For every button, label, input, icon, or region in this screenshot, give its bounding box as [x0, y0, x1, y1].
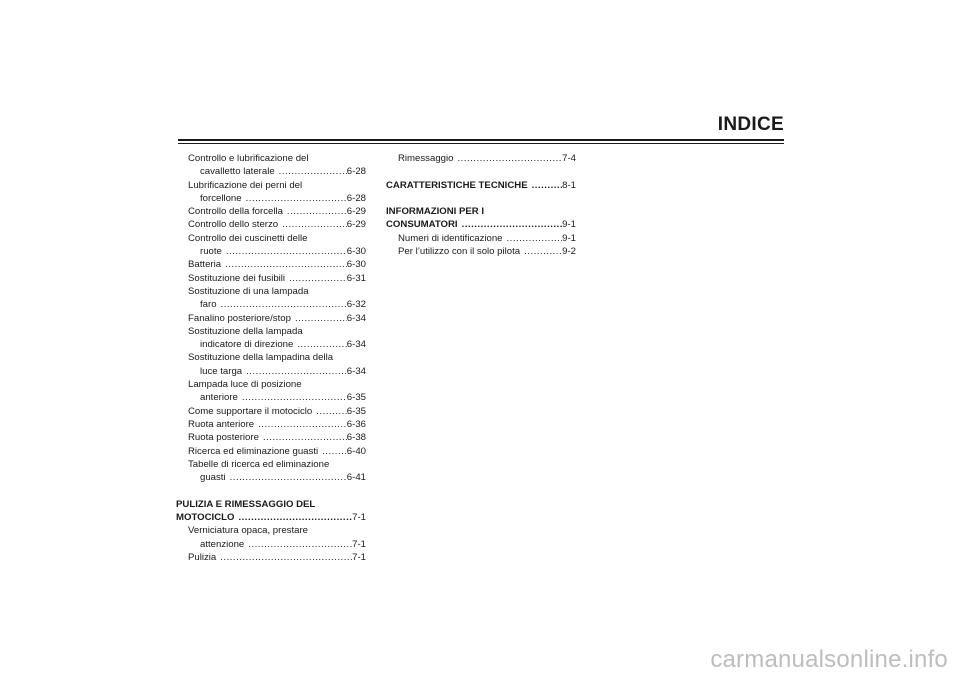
toc-dot-leader	[528, 179, 563, 192]
toc-entry-text: Tabelle di ricerca ed eliminazione	[188, 458, 330, 470]
toc-page-number: 9-1	[562, 232, 576, 244]
toc-dot-leader	[293, 338, 346, 351]
toc-dot-leader	[520, 245, 562, 258]
toc-page-number: 6-35	[346, 392, 366, 404]
toc-entry[interactable]	[176, 152, 366, 165]
toc-entry[interactable]	[176, 218, 366, 231]
toc-entry-text: Controllo dello sterzo	[188, 219, 279, 231]
toc-dot-leader	[242, 192, 347, 205]
toc-entry-text: Numeri di identificazione	[398, 232, 503, 244]
toc-section-heading[interactable]	[386, 218, 576, 231]
page-title: INDICE	[717, 114, 784, 135]
toc-entry-text: Ricerca ed eliminazione guasti	[188, 445, 319, 457]
toc-entry-text: Lampada luce di posizione	[188, 379, 302, 391]
toc-entry[interactable]	[176, 165, 366, 178]
toc-page-number: 6-29	[346, 206, 366, 218]
toc-entry-text: Controllo e lubrificazione del	[188, 153, 309, 164]
toc-page-number: 6-34	[346, 312, 366, 324]
toc-entry[interactable]	[176, 205, 366, 218]
toc-spacer	[386, 192, 576, 205]
toc-entry-text: ruote	[200, 246, 222, 258]
toc-page-number: 8-1	[562, 179, 576, 191]
toc-entry-text: Sostituzione della lampada	[188, 325, 303, 337]
toc-page-number: 6-28	[346, 192, 366, 204]
toc-page-number: 9-2	[562, 246, 576, 258]
toc-right-column	[386, 152, 576, 258]
toc-entry-text: Sostituzione della lampadina della	[188, 352, 334, 364]
toc-entry-text: Pulizia	[188, 551, 217, 563]
toc-entry-text: Come supportare il motociclo	[188, 405, 313, 417]
toc-entry-text: Fanalino posteriore/stop	[188, 312, 291, 324]
toc-entry[interactable]	[176, 551, 366, 564]
toc-entry[interactable]	[176, 325, 366, 338]
toc-page-number: 7-1	[352, 551, 366, 563]
toc-dot-leader	[254, 418, 347, 431]
toc-entry-text: Sostituzione di una lampada	[188, 285, 309, 297]
toc-page-number: 6-38	[346, 432, 366, 444]
toc-dot-leader	[216, 551, 352, 564]
toc-entry-text: attenzione	[200, 538, 245, 550]
toc-page-number: 6-30	[346, 246, 366, 258]
toc-dot-leader	[259, 431, 347, 444]
toc-entry[interactable]	[176, 232, 366, 245]
toc-section-heading[interactable]	[386, 179, 576, 192]
toc-dot-leader	[458, 218, 563, 231]
toc-dot-leader	[238, 391, 347, 404]
toc-section-heading[interactable]	[176, 498, 366, 511]
toc-entry-text: Sostituzione dei fusibili	[188, 272, 286, 284]
toc-entry-text: Controllo della forcella	[188, 206, 283, 218]
toc-entry-text: luce targa	[200, 365, 243, 377]
toc-entry[interactable]	[386, 232, 576, 245]
toc-entry-text: MOTOCICLO	[176, 512, 235, 524]
toc-entry-text: anteriore	[200, 392, 238, 404]
toc-entry[interactable]	[176, 524, 366, 537]
toc-entry[interactable]	[176, 245, 366, 258]
toc-entry-text: Controllo dei cuscinetti delle	[188, 232, 308, 244]
toc-entry-text: Batteria	[188, 259, 222, 271]
toc-entry[interactable]	[176, 338, 366, 351]
toc-entry-text: PULIZIA E RIMESSAGGIO DEL	[176, 498, 316, 510]
toc-entry-text: Verniciatura opaca, prestare	[188, 525, 308, 537]
toc-dot-leader	[503, 232, 563, 245]
toc-entry[interactable]	[176, 312, 366, 325]
toc-dot-leader	[244, 538, 352, 551]
toc-page-number: 6-41	[346, 472, 366, 484]
toc-dot-leader	[234, 511, 352, 524]
toc-page-number: 6-35	[346, 405, 366, 417]
toc-entry[interactable]	[176, 458, 366, 471]
toc-entry-text: Ruota posteriore	[188, 432, 259, 444]
toc-dot-leader	[283, 205, 347, 218]
toc-dot-leader	[222, 245, 347, 258]
toc-section-heading[interactable]	[386, 205, 576, 218]
toc-page-number: 6-30	[346, 259, 366, 271]
toc-dot-leader	[217, 298, 347, 311]
toc-page-number: 6-34	[346, 339, 366, 351]
toc-dot-leader	[312, 405, 347, 418]
toc-entry[interactable]	[386, 245, 576, 258]
toc-entry[interactable]	[176, 431, 366, 444]
toc-entry-text: INFORMAZIONI PER I	[386, 206, 485, 218]
toc-page-number: 6-29	[346, 219, 366, 231]
toc-dot-leader	[453, 152, 562, 165]
toc-entry[interactable]	[176, 285, 366, 298]
toc-entry[interactable]	[176, 272, 366, 285]
toc-page-number: 6-31	[346, 272, 366, 284]
toc-entry-text: faro	[200, 299, 217, 311]
toc-entry-text: indicatore di direzione	[200, 339, 294, 351]
toc-entry-text: Ruota anteriore	[188, 418, 255, 430]
toc-page-number: 6-32	[346, 299, 366, 311]
header-rule-thin	[178, 143, 784, 144]
toc-section-heading[interactable]	[176, 511, 366, 524]
toc-dot-leader	[275, 165, 347, 178]
toc-entry[interactable]	[176, 192, 366, 205]
toc-entry[interactable]	[176, 378, 366, 391]
toc-entry-text: guasti	[200, 472, 226, 484]
toc-entry-text: Lubrificazione dei perni del	[188, 179, 303, 191]
toc-entry[interactable]	[176, 418, 366, 431]
toc-dot-leader	[242, 365, 347, 378]
toc-page-number: 7-1	[352, 512, 366, 524]
toc-entry[interactable]	[386, 152, 576, 165]
toc-dot-leader	[285, 272, 347, 285]
toc-page-number: 9-1	[562, 219, 576, 231]
toc-entry[interactable]	[176, 365, 366, 378]
toc-entry-text: CONSUMATORI	[386, 219, 458, 231]
toc-page-number: 6-36	[346, 418, 366, 430]
toc-entry-text: CARATTERISTICHE TECNICHE	[386, 179, 528, 191]
toc-entry[interactable]	[176, 258, 366, 271]
toc-entry-text: cavalletto laterale	[200, 166, 275, 178]
toc-entry[interactable]	[176, 405, 366, 418]
toc-entry[interactable]	[176, 471, 366, 484]
toc-entry[interactable]	[176, 391, 366, 404]
toc-dot-leader	[291, 312, 347, 325]
toc-spacer	[386, 165, 576, 178]
toc-entry-text: Per l’utilizzo con il solo pilota	[398, 246, 521, 258]
toc-page-number: 6-34	[346, 365, 366, 377]
toc-page-number: 7-1	[352, 538, 366, 550]
toc-entry[interactable]	[176, 351, 366, 364]
toc-dot-leader	[278, 218, 347, 231]
toc-entry-text: Rimessaggio	[398, 153, 454, 164]
toc-dot-leader	[226, 471, 347, 484]
toc-left-column	[176, 152, 366, 564]
toc-page-number: 6-28	[346, 166, 366, 178]
toc-page-number: 7-4	[562, 153, 576, 164]
watermark-text: carmanualsonline.info	[710, 646, 948, 673]
toc-spacer	[176, 484, 366, 497]
toc-dot-leader	[221, 258, 347, 271]
header-rule-thick	[178, 139, 784, 141]
toc-page-number: 6-40	[346, 445, 366, 457]
toc-entry[interactable]	[176, 298, 366, 311]
toc-entry[interactable]	[176, 538, 366, 551]
toc-entry-text: forcellone	[200, 192, 242, 204]
toc-entry[interactable]	[176, 445, 366, 458]
toc-dot-leader	[318, 445, 347, 458]
toc-entry[interactable]	[176, 179, 366, 192]
